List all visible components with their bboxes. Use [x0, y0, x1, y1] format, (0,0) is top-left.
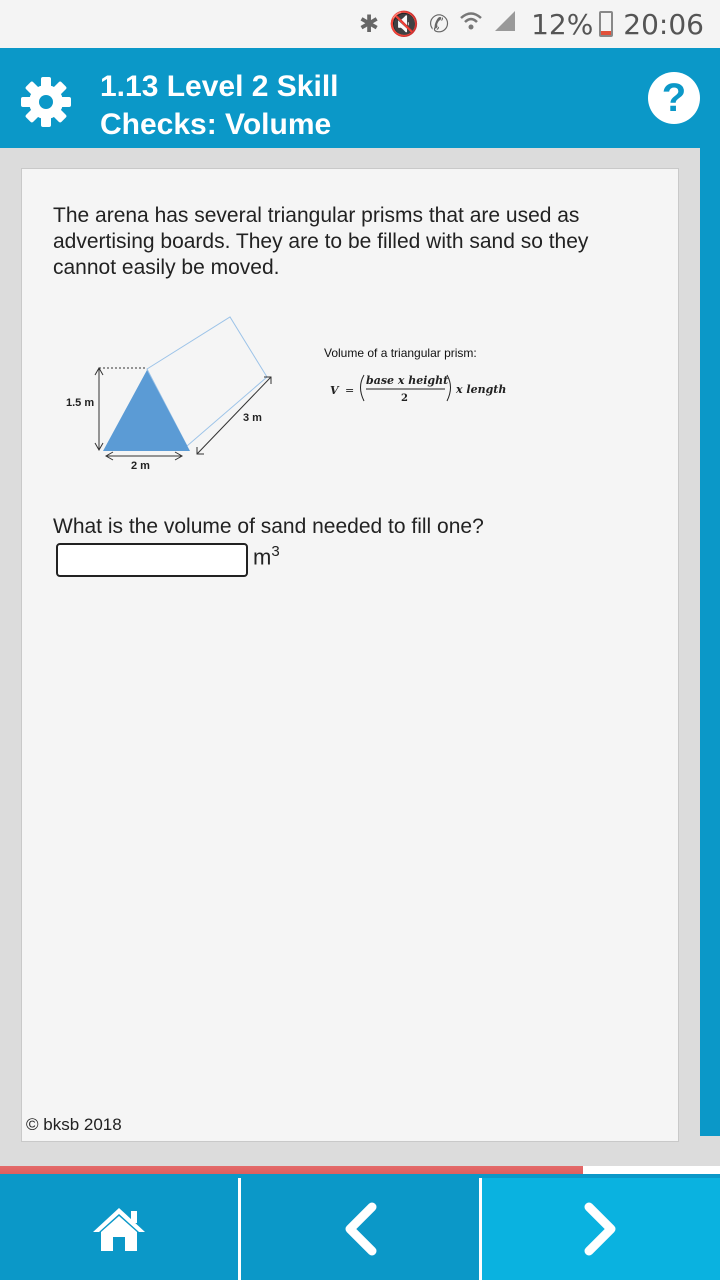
home-icon: [91, 1205, 147, 1253]
page-title-line2: Checks: Volume: [100, 108, 332, 141]
scroll-track: [700, 148, 720, 1136]
gear-icon[interactable]: [20, 76, 72, 128]
bottom-nav: [0, 1178, 720, 1280]
progress-fill: [0, 1166, 583, 1178]
help-icon[interactable]: ?: [648, 72, 700, 124]
wifi-call-icon: ✆: [428, 10, 450, 38]
answer-input[interactable]: [56, 543, 248, 577]
length-label: 3 m: [243, 412, 262, 424]
question-text: What is the volume of sand needed to fill one?: [53, 515, 484, 538]
height-label: 1.5 m: [66, 397, 95, 409]
previous-button[interactable]: [238, 1178, 482, 1280]
unit-base: m: [253, 544, 272, 570]
bluetooth-icon: ✱: [358, 10, 380, 38]
scroll-track-gap: [700, 1136, 720, 1166]
formula-equals: =: [345, 384, 355, 397]
battery-percent: 12%: [531, 7, 594, 41]
battery-icon: [599, 11, 613, 37]
formula-title: Volume of a triangular prism:: [324, 346, 477, 360]
question-intro: The arena has several triangular prisms that are used as advertising boards. They are to be filled with sand so they cannot easily be moved.: [53, 204, 589, 279]
unit-exponent: 3: [271, 543, 280, 560]
home-button[interactable]: [0, 1178, 238, 1280]
next-button[interactable]: [482, 1178, 720, 1280]
wifi-icon: [459, 10, 483, 38]
progress-bar: [0, 1166, 720, 1178]
clock: 20:06: [623, 7, 704, 41]
copyright-text: © bksb 2018: [26, 1115, 122, 1134]
base-label: 2 m: [131, 460, 150, 472]
answer-unit: [253, 543, 280, 570]
triangle-face: [103, 370, 190, 451]
page-title-line1: 1.13 Level 2 Skill: [100, 70, 339, 103]
formula-v: V: [330, 384, 339, 397]
formula-denominator: 2: [401, 393, 408, 404]
signal-icon: [493, 9, 517, 39]
question-card: [21, 168, 679, 1142]
app-bar: [0, 48, 720, 148]
mute-icon: 🔇: [389, 10, 419, 38]
status-bar: [0, 0, 720, 48]
page-title: [100, 68, 620, 144]
formula-numerator: base x height: [366, 374, 449, 387]
chevron-right-icon: [581, 1201, 621, 1257]
chevron-left-icon: [340, 1201, 380, 1257]
prism-diagram: [52, 309, 532, 479]
formula-suffix: x length: [456, 383, 507, 396]
